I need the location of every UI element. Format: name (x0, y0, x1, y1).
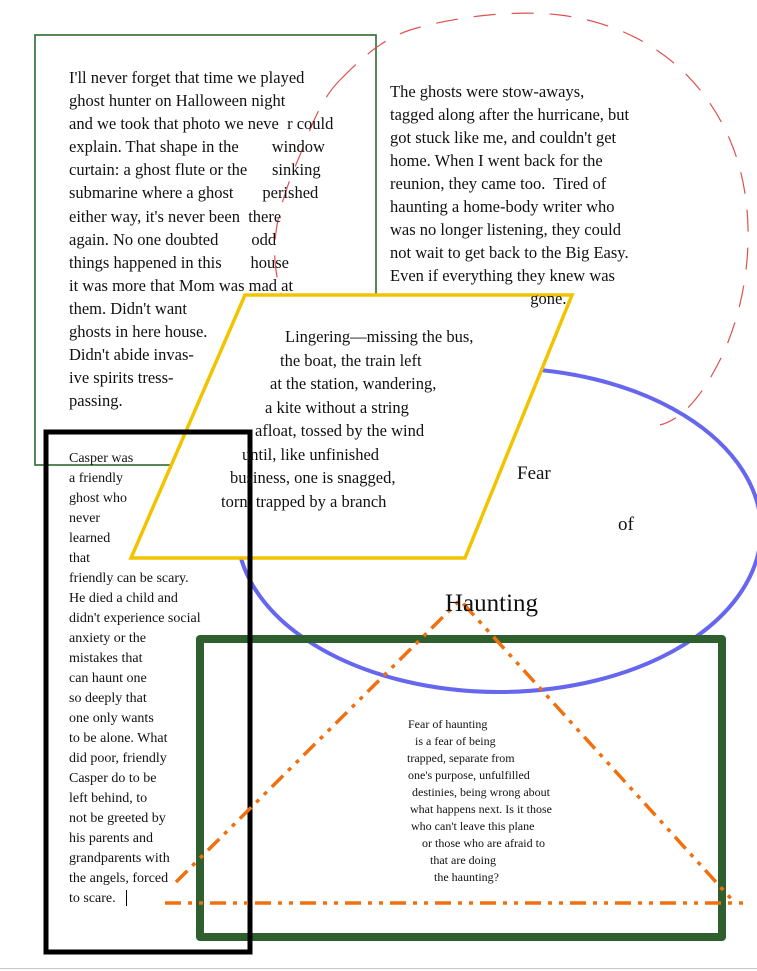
poem-line: it was more that Mom was mad at (69, 275, 294, 295)
page-bottom-edge (0, 968, 757, 969)
poem-line: ive spirits tress- (69, 368, 174, 388)
poem-line: home. When I went back for the (390, 151, 603, 170)
poem-line: things happened in this house (69, 252, 289, 272)
poem-line: so deeply that (69, 691, 147, 706)
poem-line: reunion, they came too. Tired of (390, 174, 607, 193)
poem-line: Didn't abide invas- (69, 345, 194, 365)
poem-line: one's purpose, unfulfilled (408, 768, 530, 782)
poem-line: grandparents with (69, 851, 170, 866)
poem-line: Casper do to be (69, 771, 157, 786)
poem-line: at the station, wandering, (270, 374, 437, 393)
poem-line: that (69, 551, 90, 566)
ellipse-title-fear: Fear (517, 463, 551, 484)
poem-line: that are doing (430, 853, 496, 867)
poem-line: again. No one doubted odd (69, 229, 277, 249)
poem-line: explain. That shape in the window (69, 137, 325, 157)
poem-line: to be alone. What (69, 731, 168, 746)
poem-line: passing. (69, 391, 123, 411)
poem-line: ghosts in here house. (69, 322, 208, 342)
poem-line: and we took that photo we neve r could (69, 114, 334, 134)
poem-line: Even if everything they knew was (390, 266, 615, 285)
poem-line: did poor, friendly (69, 751, 167, 766)
poem-line: never (69, 511, 101, 526)
poem-line: was no longer listening, they could (390, 220, 621, 239)
poem-line: can haunt one (69, 671, 147, 686)
poem-line: who can't leave this plane (411, 819, 535, 833)
poem-triangle (0, 716, 757, 903)
poem-line: until, like unfinished (242, 444, 380, 464)
poem-line: friendly can be scary. (69, 571, 189, 586)
poem-line: got stuck like me, and couldn't get (390, 128, 617, 147)
poem-line: destinies, being wrong about (412, 785, 550, 799)
ellipse-title-haunting: Haunting (445, 590, 539, 617)
poem-line: I'll never forget that time we played (69, 68, 305, 87)
poem-line: his parents and (69, 831, 153, 846)
poem-line: anxiety or the (69, 631, 146, 646)
poem-line: left behind, to (69, 791, 148, 806)
poem-line: a kite without a string (265, 397, 409, 417)
poem-line: them. Didn't want (69, 298, 187, 318)
poem-line: not be greeted by (69, 811, 166, 826)
poem-line: tagged along after the hurricane, but (390, 105, 630, 124)
poem-line: business, one is snagged, (230, 468, 396, 487)
poem-line: Fear of haunting (408, 717, 488, 731)
poem-line: submarine where a ghost perished (69, 183, 319, 203)
poem-line: one only wants (69, 711, 154, 726)
poem-line: is a fear of being (415, 734, 496, 748)
poem-line: either way, it's never been there (69, 206, 282, 226)
poem-line: torn, trapped by a branch (221, 491, 387, 511)
poem-line: the boat, the train left (280, 350, 422, 370)
poem-line: a friendly (69, 471, 124, 486)
poem-top-right (390, 80, 629, 310)
poem-line: ghost who (69, 491, 127, 506)
poem-line: ghost hunter on Halloween night (69, 91, 286, 111)
poem-line: Casper was (69, 451, 134, 466)
poem-line: curtain: a ghost flute or the sinking (69, 160, 321, 180)
poem-line: gone. (390, 289, 567, 308)
poem-line: didn't experience social (69, 611, 201, 626)
poem-line: He died a child and (69, 591, 178, 606)
poem-line: the haunting? (434, 870, 499, 884)
poem-line: learned (69, 531, 111, 546)
poem-line: to scare. (69, 891, 116, 906)
poem-line: what happens next. Is it those (410, 802, 552, 816)
poem-line: The ghosts were stow-aways, (390, 82, 585, 101)
ellipse-title-of: of (618, 514, 634, 535)
poem-line: not wait to get back to the Big Easy. (390, 243, 629, 262)
poem-line: Lingering—missing the bus, (285, 327, 474, 346)
poem-line: the angels, forced (69, 871, 169, 886)
poem-line: mistakes that (69, 651, 143, 666)
poem-line: afloat, tossed by the wind (255, 421, 425, 440)
poem-line: haunting a home-body writer who (390, 197, 615, 216)
poem-line: or those who are afraid to (422, 836, 545, 850)
poem-line: trapped, separate from (407, 751, 515, 765)
